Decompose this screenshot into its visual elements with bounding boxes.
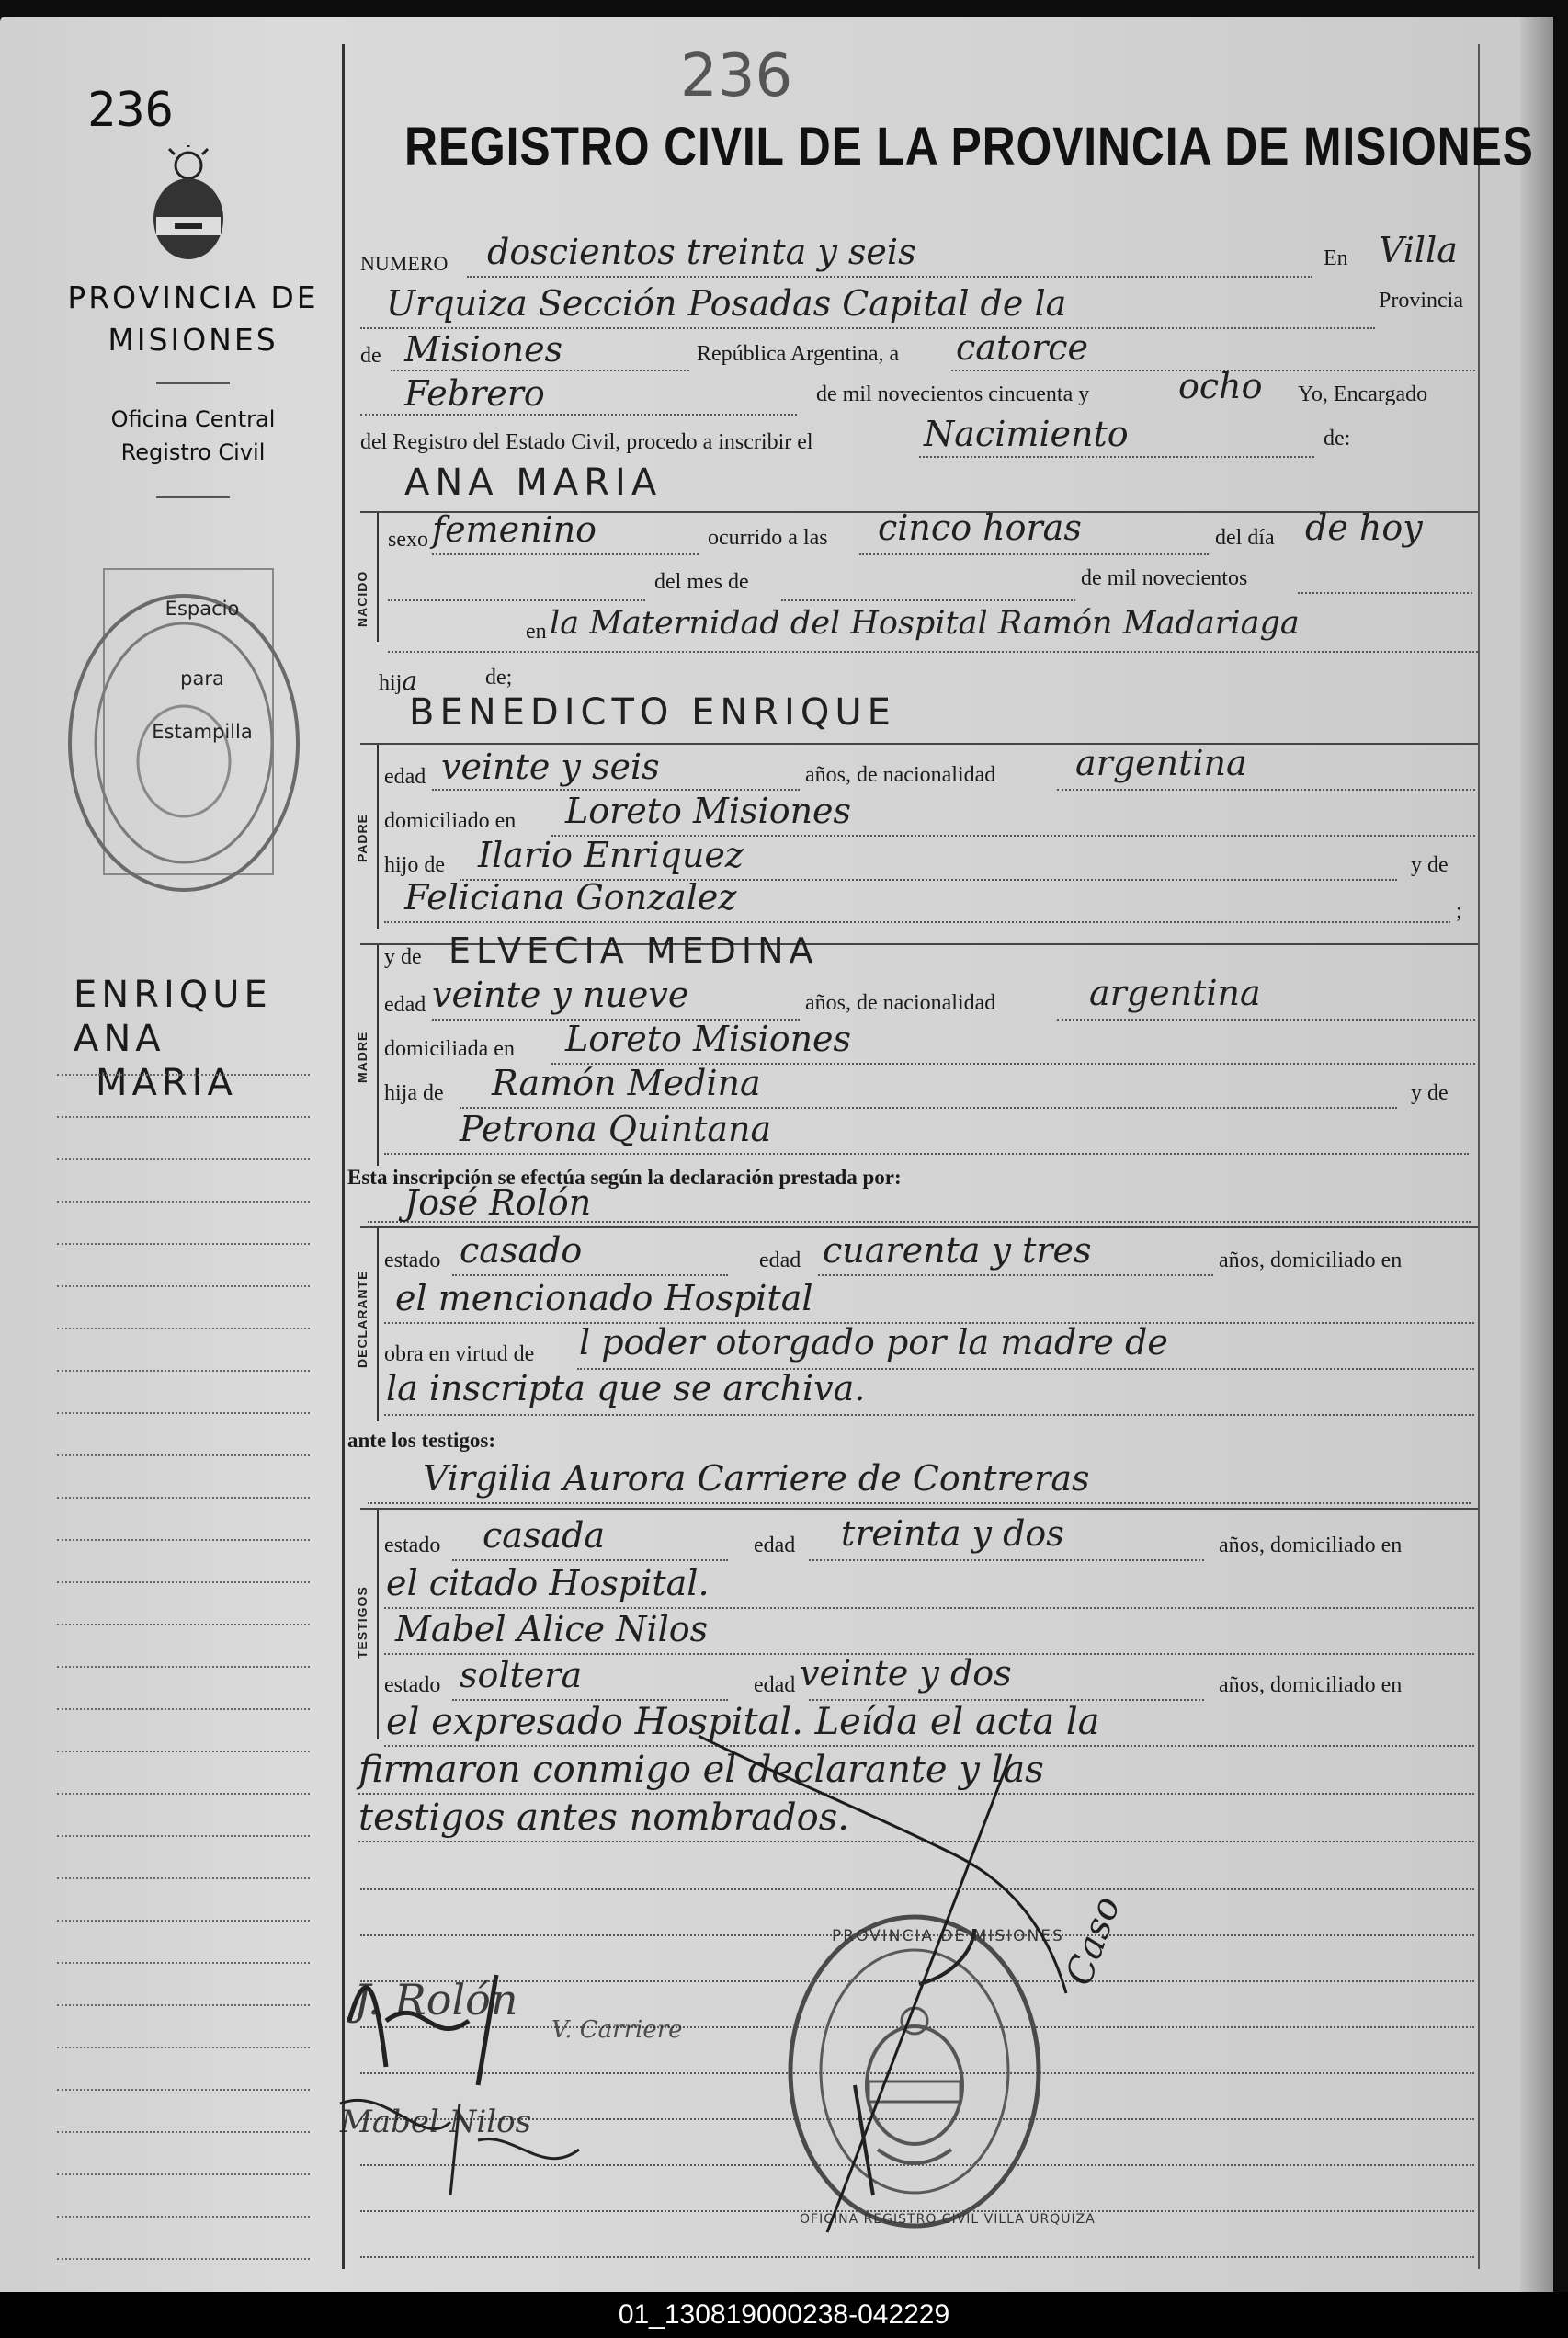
declarante-estado-label: estado <box>384 1249 441 1272</box>
month-value: Febrero <box>404 373 545 414</box>
testigos-bracket <box>377 1510 379 1739</box>
padre-anos-label: años, de nacionalidad <box>805 763 996 787</box>
madre-mother-line <box>384 1153 1469 1155</box>
declarante-section-label: DECLARANTE <box>355 1270 369 1368</box>
image-id-bar: 01_130819000238-042229 <box>0 2292 1568 2338</box>
signature-3: V. Carriere <box>551 2016 683 2044</box>
t2-name: Mabel Alice Nilos <box>395 1609 709 1649</box>
padre-name: BENEDICTO ENRIQUE <box>409 691 896 734</box>
t2-estado-label: estado <box>384 1673 441 1697</box>
padre-mother-value: Feliciana Gonzalez <box>404 877 737 918</box>
t1-domicilio-value: el citado Hospital. <box>386 1563 710 1603</box>
closing-line-3: testigos antes nombrados. <box>358 1796 849 1839</box>
madre-name: ELVECIA MEDINA <box>449 930 819 971</box>
blank-line <box>360 2256 1474 2258</box>
declarante-estado-value: casado <box>460 1230 583 1271</box>
page-title: REGISTRO CIVIL DE LA PROVINCIA DE MISIONES <box>404 117 1534 177</box>
section-rule <box>360 743 1478 745</box>
t1-name: Virgilia Aurora Carriere de Contreras <box>423 1458 1090 1499</box>
madre-bracket <box>377 945 379 1166</box>
ocurrido-label: ocurrido a las <box>708 526 828 550</box>
declarante-anos-label: años, domiciliado en <box>1219 1249 1403 1272</box>
madre-father-value: Ramón Medina <box>492 1063 761 1103</box>
nacido-bracket <box>377 513 379 642</box>
dia-value: de hoy <box>1305 508 1423 548</box>
testigos-intro: ante los testigos: <box>347 1429 495 1452</box>
office-label <box>55 403 331 469</box>
office-line1: Oficina Central <box>110 406 276 432</box>
numero-value: doscientos treinta y seis <box>487 232 916 272</box>
lugar-value: la Maternidad del Hospital Ramón Madariaga <box>550 605 1300 642</box>
month-line <box>360 414 797 416</box>
margin-name <box>74 973 272 1105</box>
de2-label: de: <box>1324 427 1351 450</box>
madre-hija-label: hija de <box>384 1081 444 1105</box>
office-line2: Registro Civil <box>120 439 266 465</box>
stamp-line3: Estampilla <box>152 721 253 743</box>
act-value: Nacimiento <box>924 414 1129 454</box>
lugar-en-label: en <box>526 620 547 644</box>
margin-name-line3: MARIA <box>96 1062 237 1104</box>
declarante-edad-value: cuarenta y tres <box>823 1230 1092 1271</box>
margin-line <box>57 1328 310 1329</box>
madre-yde2-label: y de <box>1411 1081 1449 1105</box>
province-line2: MISIONES <box>108 322 278 358</box>
madre-nacionalidad-value: argentina <box>1089 973 1261 1013</box>
stamp-line1: Espacio <box>165 598 240 620</box>
declarante-edad-label: edad <box>759 1249 801 1272</box>
mes-line-a <box>388 599 645 601</box>
margin-line <box>57 2216 310 2218</box>
padre-edad-value: veinte y seis <box>441 747 660 787</box>
margin-line <box>57 2047 310 2048</box>
t1-edad-value: treinta y dos <box>841 1513 1064 1554</box>
margin-line <box>57 1624 310 1625</box>
declarante-obra-value-2: la inscripta que se archiva. <box>386 1368 866 1409</box>
hijo-de-label: de; <box>485 666 513 690</box>
province-value: Misiones <box>404 329 563 370</box>
t2-edad-value: veinte y dos <box>800 1653 1012 1694</box>
margin-line <box>57 1158 310 1160</box>
padre-section-label: PADRE <box>355 814 369 862</box>
en-label: En <box>1324 246 1348 270</box>
madre-section-label: MADRE <box>355 1031 369 1083</box>
province-line1: PROVINCIA DE <box>67 279 319 315</box>
t1-estado-label: estado <box>384 1534 441 1557</box>
declarante-intro: Esta inscripción se efectúa según la declaración prestada por: <box>347 1166 902 1189</box>
t1-anos-label: años, domiciliado en <box>1219 1534 1403 1557</box>
hora-line <box>859 553 1209 555</box>
seal-top-text: PROVINCIA DE MISIONES <box>832 1927 1064 1945</box>
hijo-prefix: hij <box>379 671 403 695</box>
margin-line <box>57 1243 310 1245</box>
provincia-label: Provincia <box>1379 289 1463 313</box>
closing-line-2: firmaron conmigo el declarante y las <box>358 1749 1044 1791</box>
padre-mother-line <box>384 921 1450 923</box>
madre-mother-value: Petrona Quintana <box>460 1109 772 1149</box>
padre-bracket <box>377 745 379 929</box>
sexo-value: femenino <box>432 509 597 550</box>
padre-domicilio-value: Loreto Misiones <box>565 791 852 831</box>
signature-2: Mabel Nilos <box>340 2104 532 2140</box>
declarante-estado-line <box>452 1274 728 1276</box>
day-value: catorce <box>956 327 1089 368</box>
padre-nac-line <box>1057 789 1475 791</box>
margin-line <box>57 1751 310 1752</box>
padre-domicilio-label: domiciliado en <box>384 809 517 833</box>
padre-nacionalidad-value: argentina <box>1075 743 1247 783</box>
margin-name-line1: ENRIQUE <box>74 974 272 1016</box>
dia-label: del día <box>1215 526 1275 550</box>
margin-line <box>57 1581 310 1583</box>
nacido-name: ANA MARIA <box>404 462 663 504</box>
year-label: de mil novecientos cincuenta y <box>816 382 1090 406</box>
margin-line <box>57 1454 310 1456</box>
stamp-line2: para <box>180 667 224 690</box>
madre-edad-label: edad <box>384 993 426 1017</box>
testigos-section-label: TESTIGOS <box>355 1586 369 1659</box>
margin-line <box>57 1412 310 1414</box>
padre-edad-label: edad <box>384 765 426 789</box>
padre-father-value: Ilario Enriquez <box>478 835 744 875</box>
t1-name-line <box>368 1502 1471 1504</box>
seal-bottom-text: OFICINA REGISTRO CIVIL VILLA URQUIZA <box>800 2212 1096 2227</box>
declarante-obra-label: obra en virtud de <box>384 1342 535 1366</box>
register-page <box>0 17 1553 2292</box>
margin-line <box>57 1074 310 1076</box>
hijo-suffix: a <box>402 666 418 696</box>
t1-edad-line <box>809 1559 1204 1561</box>
madre-nac-line <box>1057 1019 1475 1021</box>
numero-line <box>467 276 1312 278</box>
place-value-1: Villa <box>1379 230 1458 270</box>
declarante-obra-value-1: l poder otorgado por la madre de <box>579 1322 1168 1363</box>
margin-line <box>57 1497 310 1499</box>
t2-anos-label: años, domiciliado en <box>1219 1673 1403 1697</box>
registro-label: del Registro del Estado Civil, procedo a inscribir el <box>360 430 813 454</box>
declarante-bracket <box>377 1228 379 1421</box>
margin-line <box>57 2131 310 2133</box>
year-value: ocho <box>1178 366 1263 406</box>
republica-label: República Argentina, a <box>697 342 900 366</box>
margin-name-line2: ANA <box>74 1018 165 1060</box>
madre-domicilio-value: Loreto Misiones <box>565 1019 852 1059</box>
margin-line <box>57 1877 310 1879</box>
divider <box>156 382 230 384</box>
margin-line <box>57 1962 310 1964</box>
margin-line <box>57 2004 310 2006</box>
province-line <box>391 370 689 371</box>
section-rule <box>360 1226 1478 1228</box>
margin-line <box>57 1666 310 1668</box>
declarante-edad-line <box>818 1274 1213 1276</box>
margin-line <box>57 1793 310 1795</box>
numero-label: NUMERO <box>360 252 449 275</box>
madre-yde-label: y de <box>384 945 422 969</box>
closing-line-1: el expresado Hospital. Leída el acta la <box>386 1701 1100 1743</box>
section-rule <box>360 1508 1478 1510</box>
margin-line <box>57 2089 310 2091</box>
province-label <box>55 277 331 361</box>
act-line <box>919 456 1314 458</box>
de-label: de <box>360 344 381 368</box>
madre-anos-label: años, de nacionalidad <box>805 991 996 1015</box>
t1-estado-line <box>452 1559 728 1561</box>
margin-line <box>57 1708 310 1710</box>
t1-estado-value: casada <box>483 1515 606 1556</box>
stamp-space-text <box>103 598 274 743</box>
margin-line <box>57 1370 310 1372</box>
place-value-2: Urquiza Sección Posadas Capital de la <box>386 283 1067 324</box>
book-edge <box>1520 17 1553 2292</box>
divider <box>156 496 230 498</box>
margin-line <box>57 1201 310 1203</box>
mes-label: del mes de <box>654 570 749 594</box>
folio-handwritten: 236 <box>680 42 793 110</box>
t1-edad-label: edad <box>754 1534 796 1557</box>
folio-number: 236 <box>87 83 174 138</box>
padre-yde-label: y de <box>1411 853 1449 877</box>
lugar-line <box>388 651 1478 653</box>
coat-of-arms-icon <box>138 145 239 265</box>
page-right-rule <box>1478 44 1480 2269</box>
margin-line <box>57 1920 310 1922</box>
mes-line-b <box>781 599 1075 601</box>
declarante-domicilio-value: el mencionado Hospital <box>395 1278 813 1318</box>
t2-estado-value: soltera <box>460 1655 583 1695</box>
sexo-line <box>432 553 699 555</box>
t2-edad-label: edad <box>754 1673 796 1697</box>
margin-line <box>57 1539 310 1541</box>
margin-line <box>57 2173 310 2175</box>
hora-value: cinco horas <box>878 508 1082 548</box>
mes-line-c <box>1298 592 1472 594</box>
declarante-name: José Rolón <box>404 1182 592 1223</box>
novecientos-label: de mil novecientos <box>1081 566 1248 590</box>
margin-line <box>57 1835 310 1837</box>
madre-edad-value: veinte y nueve <box>432 975 689 1015</box>
nacido-section-label: NACIDO <box>355 570 369 627</box>
margin-line <box>57 1116 310 1118</box>
madre-domicilio-label: domiciliada en <box>384 1037 515 1061</box>
padre-hijo-label: hijo de <box>384 853 445 877</box>
yo-label: Yo, Encargado <box>1298 382 1428 406</box>
signature-4: Caso <box>1057 1890 1130 1991</box>
padre-end-mark: ; <box>1456 899 1462 923</box>
margin-line <box>57 1285 310 1287</box>
sexo-label: sexo <box>388 528 428 552</box>
signature-1: J. Rolón <box>354 1975 518 2024</box>
declarante-obra-line2 <box>384 1414 1474 1416</box>
margin-line <box>57 2258 310 2260</box>
